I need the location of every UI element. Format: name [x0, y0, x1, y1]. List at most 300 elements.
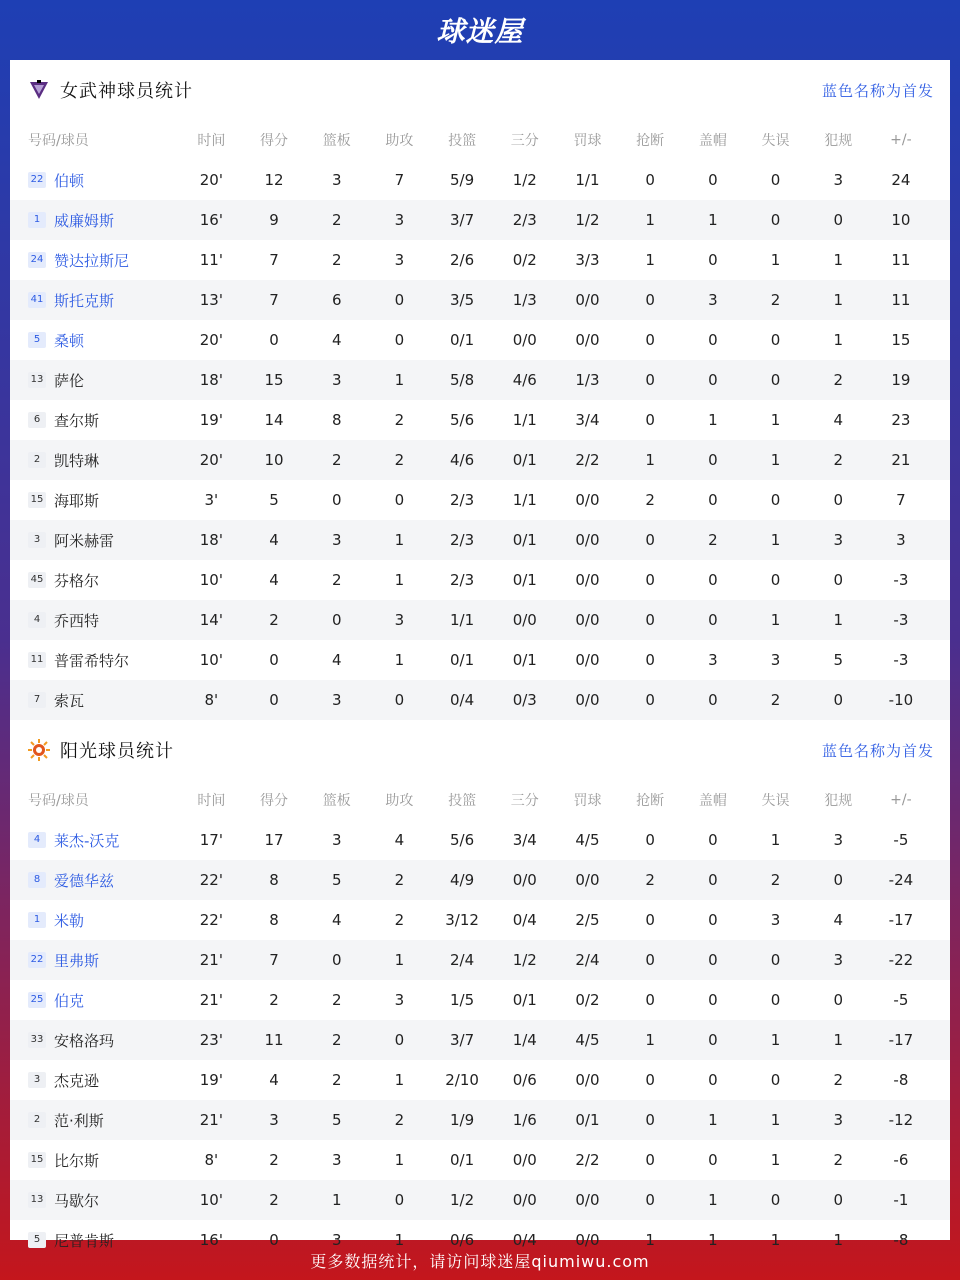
- player-row[interactable]: [10, 1100, 950, 1140]
- stat-cell: 1: [394, 1151, 405, 1169]
- player-name[interactable]: 普雷希特尔: [54, 651, 130, 670]
- stat-cell: 3: [394, 991, 405, 1009]
- stat-cell: 0: [269, 691, 279, 709]
- stat-cell: 1: [770, 1111, 781, 1129]
- jersey-number: 11: [28, 652, 46, 668]
- stat-cell: 0: [331, 491, 342, 509]
- stat-cell: 1: [770, 1031, 781, 1049]
- stat-cell: 0/0: [512, 871, 537, 889]
- stat-cell: 0/0: [575, 1071, 600, 1089]
- player-row[interactable]: [10, 1180, 950, 1220]
- stat-cell: 5/9: [450, 171, 475, 189]
- stat-cell: 0: [645, 651, 655, 669]
- player-row[interactable]: [10, 980, 950, 1020]
- player-row[interactable]: [10, 820, 950, 860]
- stat-cell: 1: [394, 531, 405, 549]
- stat-cell: 3: [331, 371, 342, 389]
- stat-cell: -5: [893, 991, 909, 1009]
- stat-cell: 1/1: [512, 491, 537, 509]
- player-cell: [10, 210, 180, 231]
- stat-cell: 17': [199, 831, 223, 849]
- stat-cell: 1: [770, 251, 781, 269]
- stat-cell: 1: [394, 651, 405, 669]
- player-name[interactable]: 威廉姆斯: [54, 211, 115, 230]
- team-sections: [10, 60, 950, 1260]
- stat-cell: 0: [833, 211, 843, 229]
- stat-cell: 0: [770, 1071, 781, 1089]
- stat-cell: 3: [833, 531, 843, 549]
- stat-cell: 0: [708, 331, 718, 349]
- stat-cell: 1: [394, 951, 405, 969]
- player-name[interactable]: 马歇尔: [54, 1191, 100, 1210]
- stat-cell: -17: [888, 911, 914, 929]
- stat-cell: 10': [199, 651, 223, 669]
- stat-cell: 2: [833, 1151, 843, 1169]
- stat-cell: 3': [204, 491, 219, 509]
- player-row[interactable]: [10, 240, 950, 280]
- player-name[interactable]: 凯特琳: [54, 451, 100, 470]
- jersey-number: 15: [28, 492, 46, 508]
- stat-cell: 0/1: [575, 1111, 600, 1129]
- stat-cell: 0/1: [512, 531, 537, 549]
- player-row[interactable]: [10, 940, 950, 980]
- player-row[interactable]: [10, 160, 950, 200]
- stat-cell: 11: [891, 291, 911, 309]
- stat-cell: 4: [269, 531, 279, 549]
- stat-cell: 5: [269, 491, 279, 509]
- stat-cell: 1: [833, 1031, 843, 1049]
- stat-cell: -6: [893, 1151, 909, 1169]
- stat-cell: 4: [833, 411, 843, 429]
- stat-cell: 3: [833, 831, 843, 849]
- column-header[interactable]: 犯规: [824, 133, 853, 149]
- jersey-number: 45: [28, 572, 46, 588]
- stat-cell: 1/5: [450, 991, 475, 1009]
- column-header[interactable]: 得分: [260, 793, 289, 809]
- player-row[interactable]: [10, 640, 950, 680]
- player-row[interactable]: [10, 860, 950, 900]
- team-name: 女武神球员统计: [60, 81, 193, 102]
- player-cell: [10, 1070, 180, 1091]
- stat-cell: 2: [833, 451, 843, 469]
- stat-cell: 1: [708, 411, 718, 429]
- stat-cell: 17: [264, 831, 284, 849]
- player-row[interactable]: [10, 280, 950, 320]
- stat-cell: 1/6: [512, 1111, 537, 1129]
- stat-cell: 0: [833, 691, 843, 709]
- player-row[interactable]: [10, 1020, 950, 1060]
- player-cell: [10, 530, 180, 551]
- jersey-number: 15: [28, 1152, 46, 1168]
- stat-cell: 3/12: [445, 911, 479, 929]
- jersey-number: 24: [28, 252, 46, 268]
- stat-cell: 2: [331, 211, 342, 229]
- stat-cell: 5: [331, 871, 342, 889]
- stat-cell: 0: [394, 291, 405, 309]
- stat-cell: 0: [645, 371, 655, 389]
- starter-note: 蓝色名称为首发: [821, 81, 934, 100]
- player-cell: [10, 650, 180, 671]
- stat-cell: 0/1: [512, 991, 537, 1009]
- stat-cell: 0/0: [512, 1151, 537, 1169]
- stat-cell: 0: [708, 251, 718, 269]
- column-header[interactable]: 三分: [510, 793, 539, 809]
- stat-cell: 24: [891, 171, 911, 189]
- column-header[interactable]: 时间: [197, 133, 226, 149]
- stat-cell: 1: [833, 1231, 843, 1249]
- stat-cell: 0: [708, 691, 718, 709]
- jersey-number: 22: [28, 172, 46, 188]
- stat-cell: 0: [269, 651, 279, 669]
- player-row[interactable]: [10, 200, 950, 240]
- player-cell: [10, 570, 180, 591]
- stat-cell: 2/3: [512, 211, 537, 229]
- stat-cell: 2/6: [450, 251, 475, 269]
- player-name[interactable]: 斯托克斯: [54, 291, 115, 310]
- player-name[interactable]: 索瓦: [54, 691, 85, 710]
- player-name[interactable]: 安格洛玛: [54, 1031, 115, 1050]
- player-cell: [10, 990, 180, 1011]
- stat-cell: -10: [888, 691, 914, 709]
- stat-cell: 0: [708, 571, 718, 589]
- stat-cell: 11: [891, 251, 911, 269]
- stat-cell: 2: [770, 291, 781, 309]
- column-header[interactable]: 投篮: [448, 793, 477, 809]
- column-header[interactable]: 篮板: [322, 793, 351, 809]
- stat-cell: 2: [331, 251, 342, 269]
- player-name[interactable]: 杰克逊: [54, 1071, 100, 1090]
- stat-cell: 3/3: [575, 251, 600, 269]
- stat-cell: 3: [394, 211, 405, 229]
- stat-cell: 0: [269, 1231, 279, 1249]
- stat-cell: 2: [331, 1071, 342, 1089]
- stat-cell: 0: [645, 611, 655, 629]
- stat-cell: 7: [896, 491, 906, 509]
- valkyries-logo-icon: [28, 79, 50, 101]
- player-name[interactable]: 海耶斯: [54, 491, 100, 510]
- stat-cell: 2: [331, 991, 342, 1009]
- column-header[interactable]: +/-: [890, 792, 912, 808]
- team-title: [28, 77, 193, 103]
- stat-cell: 1: [394, 1231, 405, 1249]
- jersey-number: 13: [28, 372, 46, 388]
- player-row[interactable]: [10, 600, 950, 640]
- player-row[interactable]: [10, 480, 950, 520]
- stat-cell: 20': [199, 171, 223, 189]
- stat-cell: 0: [708, 1031, 718, 1049]
- player-row[interactable]: [10, 440, 950, 480]
- stat-cell: 0: [394, 691, 405, 709]
- stat-cell: 0: [708, 871, 718, 889]
- stat-cell: 1: [645, 251, 655, 269]
- player-cell: [10, 1190, 180, 1211]
- jersey-number: 5: [28, 1232, 46, 1248]
- stat-cell: 0/4: [512, 1231, 537, 1249]
- stat-cell: 8: [269, 871, 279, 889]
- stat-cell: 2: [394, 871, 405, 889]
- stat-cell: 0/0: [575, 571, 600, 589]
- player-cell: [10, 330, 180, 351]
- column-header[interactable]: 篮板: [322, 133, 351, 149]
- stat-cell: 4/9: [450, 871, 475, 889]
- stat-cell: 0/0: [575, 691, 600, 709]
- column-header[interactable]: +/-: [890, 132, 912, 148]
- player-name[interactable]: 米勒: [54, 911, 85, 930]
- player-name[interactable]: 里弗斯: [54, 951, 100, 970]
- stat-cell: 0: [770, 951, 781, 969]
- stat-cell: 1: [770, 1151, 781, 1169]
- player-name[interactable]: 乔西特: [54, 611, 100, 630]
- player-name[interactable]: 阿米赫雷: [54, 531, 115, 550]
- stat-cell: 2/5: [575, 911, 600, 929]
- stat-cell: 15: [891, 331, 911, 349]
- stat-cell: 0: [645, 531, 655, 549]
- stat-cell: 1: [770, 411, 781, 429]
- stat-cell: 0: [331, 611, 342, 629]
- jersey-number: 1: [28, 212, 46, 228]
- stat-cell: 20': [199, 331, 223, 349]
- player-cell: [10, 830, 180, 851]
- player-cell: [10, 1150, 180, 1171]
- stat-cell: 1: [708, 1231, 718, 1249]
- stat-cell: 0/0: [575, 1231, 600, 1249]
- stat-cell: 0: [770, 211, 781, 229]
- stat-cell: 0: [645, 291, 655, 309]
- stat-cell: 0/1: [450, 1151, 475, 1169]
- stat-cell: 3: [896, 531, 906, 549]
- stat-cell: 1/9: [450, 1111, 475, 1129]
- stat-cell: 0: [394, 491, 405, 509]
- stat-cell: 23': [199, 1031, 223, 1049]
- player-cell: [10, 410, 180, 431]
- player-name[interactable]: 莱杰-沃克: [54, 831, 120, 850]
- stat-cell: 3/7: [450, 1031, 475, 1049]
- player-name[interactable]: 芬格尔: [54, 571, 100, 590]
- jersey-number: 4: [28, 612, 46, 628]
- player-row[interactable]: [10, 1140, 950, 1180]
- stat-cell: 1: [708, 1111, 718, 1129]
- stat-cell: 16': [199, 211, 223, 229]
- player-name[interactable]: 查尔斯: [54, 411, 100, 430]
- player-name[interactable]: 伯顿: [54, 171, 85, 190]
- player-name[interactable]: 尼普肯斯: [54, 1231, 115, 1250]
- column-header[interactable]: 助攻: [385, 793, 414, 809]
- stat-cell: 7: [269, 291, 279, 309]
- jersey-number: 2: [28, 452, 46, 468]
- stat-cell: 0: [708, 1151, 718, 1169]
- stat-cell: 0: [394, 1031, 405, 1049]
- stat-cell: -5: [893, 831, 909, 849]
- stat-cell: 1: [833, 331, 843, 349]
- stat-cell: 3: [833, 951, 843, 969]
- column-header[interactable]: 失误: [761, 133, 790, 149]
- stat-cell: 2: [331, 451, 342, 469]
- column-header[interactable]: 时间: [197, 793, 226, 809]
- player-name[interactable]: 伯克: [54, 991, 85, 1010]
- jersey-number: 2: [28, 1112, 46, 1128]
- stat-cell: 0: [708, 911, 718, 929]
- stat-cell: 2: [269, 991, 279, 1009]
- stat-cell: 1/3: [575, 371, 600, 389]
- player-name[interactable]: 范·利斯: [54, 1111, 104, 1130]
- section-header: [10, 720, 950, 780]
- column-header[interactable]: 助攻: [385, 133, 414, 149]
- stat-cell: 0: [645, 571, 655, 589]
- stat-cell: 1/2: [512, 951, 537, 969]
- stat-cell: 2: [269, 1191, 279, 1209]
- column-header[interactable]: 号码/球员: [28, 133, 89, 149]
- site-logo: 球迷屋: [436, 15, 524, 48]
- jersey-number: 3: [28, 1072, 46, 1088]
- stat-cell: -17: [888, 1031, 914, 1049]
- stat-cell: 2: [269, 611, 279, 629]
- stat-cell: 6: [331, 291, 342, 309]
- stat-cell: 0/4: [512, 911, 537, 929]
- column-header[interactable]: 抢断: [636, 133, 665, 149]
- stat-cell: 13': [199, 291, 223, 309]
- stat-cell: 0: [770, 991, 781, 1009]
- stat-cell: 0: [645, 411, 655, 429]
- stat-cell: 12: [264, 171, 284, 189]
- player-row[interactable]: [10, 400, 950, 440]
- stat-cell: 4: [833, 911, 843, 929]
- player-cell: [10, 610, 180, 631]
- player-cell: [10, 450, 180, 471]
- stat-cell: 0: [708, 611, 718, 629]
- player-cell: [10, 690, 180, 711]
- footer-banner[interactable]: 更多数据统计，请访问球迷屋qiumiwu.com: [310, 1251, 650, 1271]
- stat-cell: 3: [331, 691, 342, 709]
- stat-cell: 3: [331, 831, 342, 849]
- stat-cell: 4/5: [575, 1031, 600, 1049]
- stat-cell: 0: [645, 951, 655, 969]
- stat-cell: 0: [708, 831, 718, 849]
- stat-cell: 11': [199, 251, 223, 269]
- stat-cell: 1: [645, 1031, 655, 1049]
- stat-cell: 0/0: [575, 651, 600, 669]
- stat-cell: 16': [199, 1231, 223, 1249]
- stat-cell: 2: [269, 1151, 279, 1169]
- stat-cell: 14': [199, 611, 223, 629]
- jersey-number: 4: [28, 832, 46, 848]
- stat-cell: 1: [770, 831, 781, 849]
- stat-cell: 23: [891, 411, 911, 429]
- stat-cell: 19': [199, 1071, 223, 1089]
- stat-cell: 0: [394, 331, 405, 349]
- jersey-number: 8: [28, 872, 46, 888]
- stat-cell: 4: [269, 571, 279, 589]
- column-header[interactable]: 失误: [761, 793, 790, 809]
- stat-cell: 0/0: [575, 331, 600, 349]
- stat-cell: 0: [770, 571, 781, 589]
- column-header[interactable]: 盖帽: [698, 133, 727, 149]
- column-header[interactable]: 得分: [260, 133, 289, 149]
- stat-cell: 3/4: [575, 411, 600, 429]
- column-header[interactable]: 罚球: [573, 133, 602, 149]
- stat-cell: 1: [645, 451, 655, 469]
- stat-cell: 0: [645, 171, 655, 189]
- column-header[interactable]: 抢断: [636, 793, 665, 809]
- stat-cell: 0: [645, 991, 655, 1009]
- player-row[interactable]: [10, 520, 950, 560]
- column-header[interactable]: 罚球: [573, 793, 602, 809]
- stat-cell: 7: [269, 951, 279, 969]
- jersey-number: 1: [28, 912, 46, 928]
- stat-cell: 2/2: [575, 451, 600, 469]
- stat-cell: 3: [331, 531, 342, 549]
- player-row[interactable]: [10, 680, 950, 720]
- stat-cell: 0: [645, 831, 655, 849]
- stat-cell: 0/2: [575, 991, 600, 1009]
- player-name[interactable]: 萨伦: [54, 371, 85, 390]
- stat-cell: -22: [888, 951, 914, 969]
- stat-cell: 1: [645, 211, 655, 229]
- stat-cell: 21: [891, 451, 911, 469]
- stat-cell: 1: [708, 211, 718, 229]
- player-row[interactable]: [10, 360, 950, 400]
- stat-cell: -8: [893, 1231, 909, 1249]
- jersey-number: 25: [28, 992, 46, 1008]
- stat-cell: 1: [394, 371, 405, 389]
- stat-cell: 3: [770, 911, 781, 929]
- column-header[interactable]: 三分: [510, 133, 539, 149]
- stat-cell: 0: [708, 1071, 718, 1089]
- player-name[interactable]: 爱德华兹: [54, 871, 115, 890]
- stat-cell: 0: [770, 1191, 781, 1209]
- stat-cell: 2: [770, 871, 781, 889]
- player-name[interactable]: 赞达拉斯尼: [54, 251, 130, 270]
- stat-cell: 2/4: [450, 951, 475, 969]
- stats-card: [10, 60, 950, 1250]
- stat-cell: 21': [199, 951, 223, 969]
- stat-cell: 2: [331, 1031, 342, 1049]
- stat-cell: 1: [833, 251, 843, 269]
- stat-cell: 0/1: [512, 571, 537, 589]
- player-cell: [10, 290, 180, 311]
- player-cell: [10, 910, 180, 931]
- stat-cell: 4/6: [450, 451, 475, 469]
- jersey-number: 41: [28, 292, 46, 308]
- player-name[interactable]: 比尔斯: [54, 1151, 100, 1170]
- stat-cell: 1: [394, 1071, 405, 1089]
- stat-cell: 7: [394, 171, 405, 189]
- stat-cell: 0: [645, 1111, 655, 1129]
- player-row[interactable]: [10, 320, 950, 360]
- player-row[interactable]: [10, 1060, 950, 1100]
- player-row[interactable]: [10, 560, 950, 600]
- column-header[interactable]: 号码/球员: [28, 793, 89, 809]
- stat-cell: 0: [708, 951, 718, 969]
- stat-cell: 5/6: [450, 831, 475, 849]
- jersey-number: 33: [28, 1032, 46, 1048]
- stat-cell: 1: [708, 1191, 718, 1209]
- stat-cell: -3: [893, 651, 909, 669]
- stat-cell: 0/1: [512, 451, 537, 469]
- player-name[interactable]: 桑顿: [54, 331, 85, 350]
- column-header[interactable]: 盖帽: [698, 793, 727, 809]
- sun-logo-icon: [28, 739, 50, 761]
- stat-cell: 0: [770, 171, 781, 189]
- stat-cell: 0: [708, 371, 718, 389]
- column-header[interactable]: 犯规: [824, 793, 853, 809]
- stat-cell: 0/2: [512, 251, 537, 269]
- player-row[interactable]: [10, 900, 950, 940]
- column-header[interactable]: 投篮: [448, 133, 477, 149]
- jersey-number: 22: [28, 952, 46, 968]
- stat-cell: 1: [770, 611, 781, 629]
- stat-cell: 2: [394, 411, 405, 429]
- stat-cell: 2: [833, 1071, 843, 1089]
